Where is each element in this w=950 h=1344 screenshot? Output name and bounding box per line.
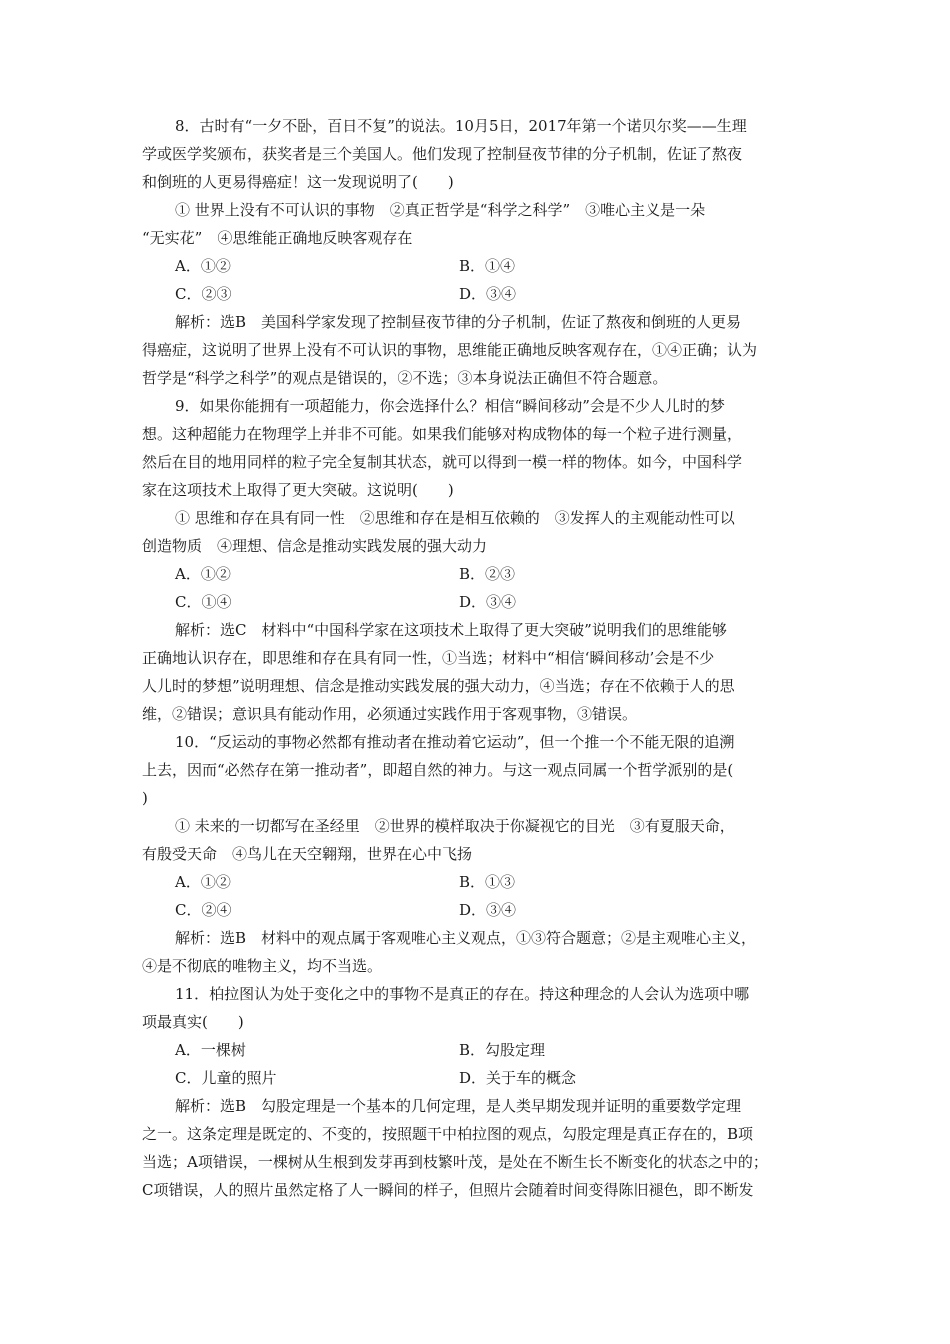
analysis-line: C项错误，人的照片虽然定格了人一瞬间的样子，但照片会随着时间变得陈旧褪色，即不断发 — [142, 1181, 754, 1199]
question-stem-line: 和倒班的人更易得癌症！这一发现说明了( ) — [142, 173, 454, 191]
question-stem-line: 8．古时有“一夕不卧，百日不复”的说法。10月5日，2017年第一个诺贝尔奖——生理 — [175, 117, 747, 135]
analysis-line: 之一。这条定理是既定的、不变的，按照题干中柏拉图的观点，勾股定理是真正存在的，B项 — [142, 1125, 754, 1143]
analysis-line: 正确地认识存在，即思维和存在具有同一性，①当选；材料中“相信‘瞬间移动’会是不少 — [142, 649, 715, 667]
analysis-line: 当选；A项错误，一棵树从生根到发芽再到枝繁叶茂，是处在不断生长不断变化的状态之中的； — [142, 1153, 768, 1171]
analysis-line: 得癌症，这说明了世界上没有不可认识的事物，思维能正确地反映客观存在，①④正确；认为 — [142, 341, 758, 359]
option-b: B．①④ — [459, 257, 516, 275]
option-a: A．①② — [175, 565, 231, 583]
analysis-line: 哲学是“科学之科学”的观点是错误的，②不选；③本身说法正确但不符合题意。 — [142, 369, 668, 387]
option-b: B．②③ — [459, 565, 516, 583]
option-d: D．③④ — [459, 593, 517, 611]
analysis-line: 解析：选C 材料中“中国科学家在这项技术上取得了更大突破”说明我们的思维能够 — [175, 621, 727, 639]
question-stem-line: ) — [142, 789, 148, 807]
option-d: D．关于车的概念 — [459, 1069, 577, 1087]
options-row — [142, 896, 812, 924]
option-b: B．勾股定理 — [459, 1041, 546, 1059]
option-b: B．①③ — [459, 873, 516, 891]
question-stem-line: 9．如果你能拥有一项超能力，你会选择什么？相信“瞬间移动”会是不少人儿时的梦 — [175, 397, 725, 415]
analysis-line: 解析：选B 美国科学家发现了控制昼夜节律的分子机制，佐证了熬夜和倒班的人更易 — [175, 313, 742, 331]
question-stem-line: 然后在目的地用同样的粒子完全复制其状态，就可以得到一模一样的物体。如今，中国科学 — [142, 453, 743, 471]
option-a: A．一棵树 — [175, 1041, 246, 1059]
statement-line: 创造物质 ④理想、信念是推动实践发展的强大动力 — [142, 537, 488, 555]
question-10 — [142, 728, 812, 980]
question-stem-line: 10．“反运动的事物必然都有推动者在推动着它运动”，但一个推一个不能无限的追溯 — [175, 733, 735, 751]
analysis-line: 解析：选B 材料中的观点属于客观唯心主义观点，①③符合题意；②是主观唯心主义， — [175, 929, 757, 947]
question-stem-line: 学或医学奖颁布，获奖者是三个美国人。他们发现了控制昼夜节律的分子机制，佐证了熬夜 — [142, 145, 743, 163]
option-c: C．②④ — [175, 901, 232, 919]
question-9 — [142, 392, 812, 728]
option-c: C．②③ — [175, 285, 232, 303]
question-11 — [142, 980, 812, 1204]
question-stem-line: 项最真实( ) — [142, 1013, 244, 1031]
question-stem-line: 11．柏拉图认为处于变化之中的事物不是真正的存在。持这种理念的人会认为选项中哪 — [175, 985, 750, 1003]
analysis-line: 人儿时的梦想”说明理想、信念是推动实践发展的强大动力，④当选；存在不依赖于人的思 — [142, 677, 735, 695]
statement-line: ① 世界上没有不可认识的事物 ②真正哲学是“科学之科学” ③唯心主义是一朵 — [175, 201, 706, 219]
analysis-line: 维，②错误；意识具有能动作用，必须通过实践作用于客观事物，③错误。 — [142, 705, 638, 723]
option-d: D．③④ — [459, 285, 517, 303]
analysis-line: ④是不彻底的唯物主义，均不当选。 — [142, 957, 383, 975]
options-row — [142, 560, 812, 588]
options-row — [142, 280, 812, 308]
statement-line: “无实花” ④思维能正确地反映客观存在 — [142, 229, 413, 247]
statement-line: ① 未来的一切都写在圣经里 ②世界的模样取决于你凝视它的目光 ③有夏服天命， — [175, 817, 735, 835]
document-body — [142, 112, 812, 1204]
options-row — [142, 868, 812, 896]
question-stem-line: 想。这种超能力在物理学上并非不可能。如果我们能够对构成物体的每一个粒子进行测量， — [142, 425, 743, 443]
analysis-line: 解析：选B 勾股定理是一个基本的几何定理，是人类早期发现并证明的重要数学定理 — [175, 1097, 742, 1115]
options-row — [142, 1064, 812, 1092]
options-row — [142, 588, 812, 616]
options-row — [142, 1036, 812, 1064]
question-8 — [142, 112, 812, 392]
option-a: A．①② — [175, 873, 231, 891]
statement-line: 有殷受天命 ④鸟儿在天空翱翔，世界在心中飞扬 — [142, 845, 473, 863]
option-a: A．①② — [175, 257, 231, 275]
statement-line: ① 思维和存在具有同一性 ②思维和存在是相互依赖的 ③发挥人的主观能动性可以 — [175, 509, 735, 527]
question-stem-line: 家在这项技术上取得了更大突破。这说明( ) — [142, 481, 454, 499]
question-stem-line: 上去，因而“必然存在第一推动者”，即超自然的神力。与这一观点同属一个哲学派别的是( — [142, 761, 734, 779]
option-d: D．③④ — [459, 901, 517, 919]
option-c: C．儿童的照片 — [175, 1069, 277, 1087]
options-row — [142, 252, 812, 280]
option-c: C．①④ — [175, 593, 232, 611]
